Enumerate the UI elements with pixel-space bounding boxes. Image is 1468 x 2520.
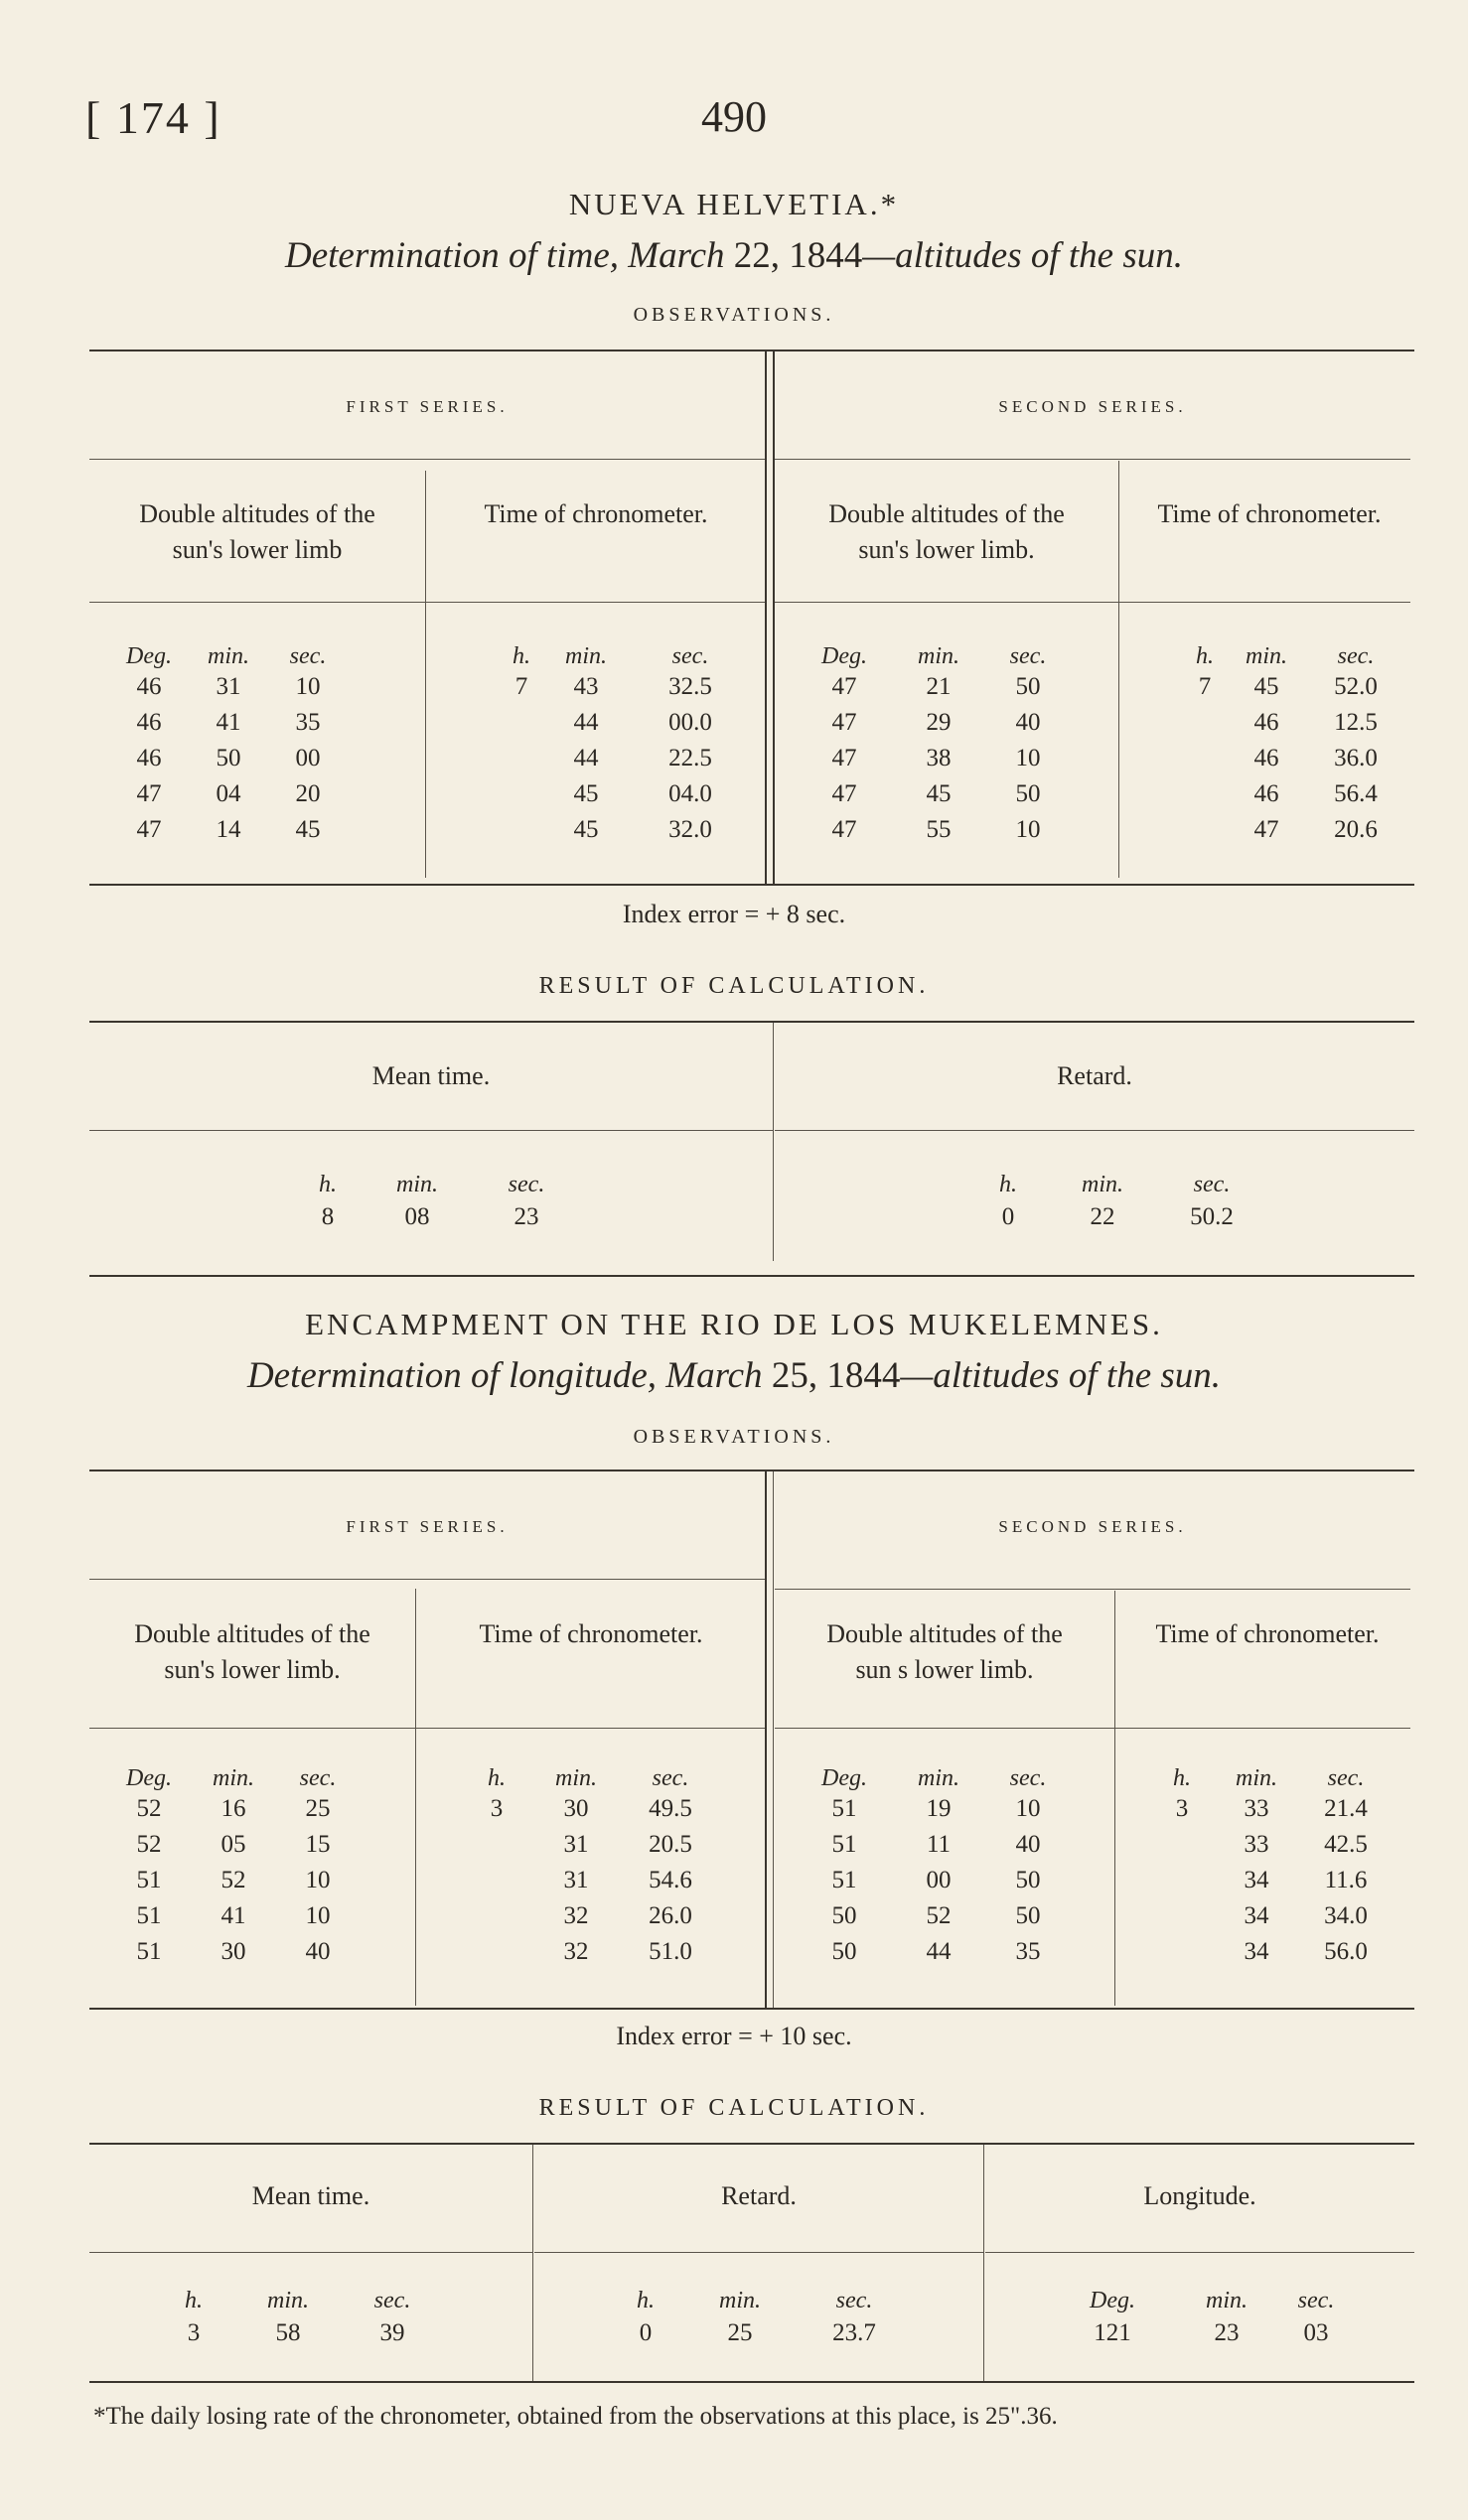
s2-unit: h. (488, 1765, 506, 1791)
table-cell: 46 (1253, 780, 1279, 807)
table-cell: 50 (831, 1902, 857, 1929)
table-cell: 29 (926, 709, 952, 736)
table-cell: 30 (563, 1795, 589, 1822)
table-cell: 44 (573, 745, 599, 771)
s2-unit: Deg. (821, 1765, 867, 1791)
table-cell: 45 (573, 780, 599, 807)
table-cell: 04.0 (668, 780, 712, 807)
table-cell: 10 (1015, 816, 1041, 843)
table-cell: 51 (831, 1795, 857, 1822)
s1-col-time-chronometer: Time of chronometer. (484, 499, 708, 528)
s2-unit: h. (637, 2288, 655, 2313)
s1-unit: h. (319, 1172, 337, 1197)
table-cell: 40 (1015, 709, 1041, 736)
s1-unit: sec. (671, 643, 709, 669)
s2-unit: sec. (652, 1765, 689, 1791)
s2-longitude-min: 23 (1214, 2319, 1240, 2346)
table-cell: 26.0 (649, 1902, 692, 1929)
s1-mean-time-h: 8 (321, 1203, 335, 1230)
s2-unit: min. (1236, 1765, 1277, 1791)
table-cell: 56.0 (1324, 1938, 1368, 1965)
s2-mean-time-h: 3 (187, 2319, 201, 2346)
table-cell: 47 (831, 780, 857, 807)
table-cell: 38 (926, 745, 952, 771)
table-cell: 54.6 (649, 1867, 692, 1893)
table-cell: 45 (926, 780, 952, 807)
s1-mean-time-min: 08 (404, 1203, 430, 1230)
table-cell: 46 (1253, 745, 1279, 771)
table-cell: 49.5 (649, 1795, 692, 1822)
table-cell: 55 (926, 816, 952, 843)
table-cell: 7 (1198, 673, 1212, 700)
section2-title: ENCAMPMENT ON THE RIO DE LOS MUKELEMNES. (305, 1307, 1163, 1341)
table-cell: 33 (1244, 1795, 1269, 1822)
table-cell: 51 (831, 1867, 857, 1893)
s2-col-double-altitudes-2: Double altitudes of the sun s lower limb. (826, 1619, 1063, 1684)
s2-unit: sec. (835, 2288, 873, 2313)
table-cell: 04 (216, 780, 241, 807)
table-cell: 30 (220, 1938, 246, 1965)
table-cell: 47 (831, 673, 857, 700)
s2-col-time-chronometer-2: Time of chronometer. (1155, 1619, 1380, 1648)
s1-retard-label: Retard. (1057, 1061, 1132, 1090)
table-cell: 50 (216, 745, 241, 771)
s1-index-error: Index error = + 8 sec. (622, 900, 846, 928)
s2-unit: sec. (373, 2288, 411, 2313)
table-cell: 22.5 (668, 745, 712, 771)
table-cell: 46 (136, 709, 162, 736)
s2-unit: min. (267, 2288, 309, 2313)
table-cell: 52.0 (1334, 673, 1378, 700)
s1-mean-time-sec: 23 (514, 1203, 539, 1230)
s1-unit: min. (1082, 1172, 1123, 1197)
table-cell: 47 (136, 780, 162, 807)
table-cell: 47 (831, 745, 857, 771)
table-cell: 19 (926, 1795, 952, 1822)
s2-unit: min. (719, 2288, 761, 2313)
s2-retard-sec: 23.7 (832, 2319, 876, 2346)
table-cell: 31 (563, 1867, 589, 1893)
s2-col-time-chronometer: Time of chronometer. (479, 1619, 703, 1648)
s2-result-heading: RESULT OF CALCULATION. (538, 2095, 930, 2121)
table-cell: 46 (136, 673, 162, 700)
table-cell: 00 (295, 745, 321, 771)
section1-observations: OBSERVATIONS. (633, 304, 835, 326)
table-cell: 50 (1015, 1867, 1041, 1893)
table-cell: 56.4 (1334, 780, 1378, 807)
table-cell: 10 (305, 1867, 331, 1893)
table-cell: 41 (220, 1902, 246, 1929)
s1-unit: sec. (1009, 643, 1047, 669)
s2-first-series-label: FIRST SERIES. (346, 1517, 509, 1536)
s2-index-error: Index error = + 10 sec. (616, 2022, 852, 2050)
table-cell: 45 (1253, 673, 1279, 700)
table-cell: 21.4 (1324, 1795, 1368, 1822)
table-cell: 51 (136, 1938, 162, 1965)
table-cell: 11 (926, 1831, 952, 1858)
table-cell: 44 (926, 1938, 952, 1965)
s2-unit: min. (555, 1765, 597, 1791)
table-cell: 50 (1015, 673, 1041, 700)
s1-unit: h. (513, 643, 530, 669)
table-cell: 42.5 (1324, 1831, 1368, 1858)
table-cell: 35 (295, 709, 321, 736)
s1-mean-time-label: Mean time. (371, 1061, 491, 1090)
s2-longitude-deg: 121 (1094, 2319, 1131, 2346)
table-cell: 40 (1015, 1831, 1041, 1858)
table-cell: 3 (1175, 1795, 1189, 1822)
s1-unit: sec. (289, 643, 327, 669)
table-cell: 52 (136, 1831, 162, 1858)
s2-unit: Deg. (126, 1765, 172, 1791)
table-cell: 43 (573, 673, 599, 700)
s2-unit: min. (213, 1765, 254, 1791)
page-number: 490 (701, 92, 767, 141)
s2-unit: min. (918, 1765, 959, 1791)
table-cell: 32.0 (668, 816, 712, 843)
table-cell: 14 (216, 816, 241, 843)
s2-unit: h. (185, 2288, 203, 2313)
s1-unit: min. (396, 1172, 438, 1197)
table-cell: 20.5 (649, 1831, 692, 1858)
table-cell: 51 (831, 1831, 857, 1858)
s2-mean-time-min: 58 (275, 2319, 301, 2346)
table-cell: 35 (1015, 1938, 1041, 1965)
s2-unit: sec. (1297, 2288, 1335, 2313)
table-cell: 34 (1244, 1867, 1269, 1893)
table-cell: 50 (831, 1938, 857, 1965)
s2-unit: sec. (299, 1765, 337, 1791)
table-cell: 10 (1015, 745, 1041, 771)
table-cell: 41 (216, 709, 241, 736)
table-cell: 15 (305, 1831, 331, 1858)
s1-second-series-label: SECOND SERIES. (998, 397, 1187, 416)
table-cell: 7 (514, 673, 528, 700)
section1-title: NUEVA HELVETIA.* (568, 187, 900, 221)
table-cell: 31 (563, 1831, 589, 1858)
s1-unit: min. (208, 643, 249, 669)
table-cell: 45 (573, 816, 599, 843)
s1-unit: sec. (1193, 1172, 1231, 1197)
s2-retard-min: 25 (727, 2319, 753, 2346)
table-cell: 50 (1015, 780, 1041, 807)
table-cell: 34.0 (1324, 1902, 1368, 1929)
s2-unit: sec. (1009, 1765, 1047, 1791)
table-cell: 51 (136, 1902, 162, 1929)
s1-first-series-label: FIRST SERIES. (346, 397, 509, 416)
table-cell: 25 (305, 1795, 331, 1822)
table-cell: 34 (1244, 1902, 1269, 1929)
table-cell: 45 (295, 816, 321, 843)
s1-col-double-altitudes: Double altitudes of the sun's lower limb (139, 499, 375, 564)
s2-longitude-sec: 03 (1303, 2319, 1329, 2346)
s2-unit: min. (1206, 2288, 1248, 2313)
table-cell: 00 (926, 1867, 952, 1893)
section2-subtitle: Determination of longitude, March 25, 1844—altitudes of the sun. (246, 1355, 1222, 1396)
s2-unit: h. (1173, 1765, 1191, 1791)
s2-longitude-label: Longitude. (1143, 2181, 1256, 2210)
table-cell: 12.5 (1334, 709, 1378, 736)
s2-retard-h: 0 (639, 2319, 653, 2346)
table-cell: 10 (305, 1902, 331, 1929)
table-cell: 3 (490, 1795, 504, 1822)
table-cell: 52 (926, 1902, 952, 1929)
table-cell: 33 (1244, 1831, 1269, 1858)
table-cell: 34 (1244, 1938, 1269, 1965)
table-cell: 47 (136, 816, 162, 843)
s1-unit: min. (1246, 643, 1287, 669)
table-cell: 32 (563, 1902, 589, 1929)
s1-unit: sec. (1337, 643, 1375, 669)
s1-unit: Deg. (126, 643, 172, 669)
table-cell: 46 (1253, 709, 1279, 736)
s1-unit: h. (1196, 643, 1214, 669)
bracket-page-number: [ 174 ] (85, 92, 221, 143)
table-cell: 10 (295, 673, 321, 700)
s2-mean-time-label: Mean time. (251, 2181, 370, 2210)
table-cell: 31 (216, 673, 241, 700)
table-cell: 20.6 (1334, 816, 1378, 843)
table-cell: 50 (1015, 1902, 1041, 1929)
table-cell: 47 (1253, 816, 1279, 843)
table-cell: 46 (136, 745, 162, 771)
s2-unit: sec. (1327, 1765, 1365, 1791)
s1-retard-sec: 50.2 (1190, 1203, 1234, 1230)
table-cell: 51 (136, 1867, 162, 1893)
table-cell: 36.0 (1334, 745, 1378, 771)
table-cell: 00.0 (668, 709, 712, 736)
s1-result-heading: RESULT OF CALCULATION. (538, 973, 930, 999)
table-cell: 32.5 (668, 673, 712, 700)
table-cell: 10 (1015, 1795, 1041, 1822)
table-cell: 47 (831, 709, 857, 736)
s1-unit: min. (565, 643, 607, 669)
s2-second-series-label: SECOND SERIES. (998, 1517, 1187, 1536)
s2-col-double-altitudes: Double altitudes of the sun's lower limb. (134, 1619, 370, 1684)
s1-col-double-altitudes-2: Double altitudes of the sun's lower limb. (828, 499, 1065, 564)
table-cell: 11.6 (1324, 1867, 1368, 1893)
table-cell: 21 (926, 673, 952, 700)
table-cell: 47 (831, 816, 857, 843)
table-cell: 51.0 (649, 1938, 692, 1965)
s2-mean-time-sec: 39 (379, 2319, 405, 2346)
s2-retard-label: Retard. (721, 2181, 797, 2210)
table-cell: 20 (295, 780, 321, 807)
section2-observations: OBSERVATIONS. (633, 1426, 835, 1448)
table-cell: 52 (220, 1867, 246, 1893)
table-cell: 40 (305, 1938, 331, 1965)
table-cell: 52 (136, 1795, 162, 1822)
table-cell: 16 (220, 1795, 246, 1822)
s2-unit: Deg. (1090, 2288, 1135, 2313)
s1-col-time-chronometer-2: Time of chronometer. (1157, 499, 1382, 528)
table-cell: 05 (220, 1831, 246, 1858)
s1-unit: Deg. (821, 643, 867, 669)
s1-unit: sec. (508, 1172, 545, 1197)
table-cell: 32 (563, 1938, 589, 1965)
s1-unit: min. (918, 643, 959, 669)
s1-unit: h. (999, 1172, 1017, 1197)
table-cell: 44 (573, 709, 599, 736)
footnote: *The daily losing rate of the chronometer, obtained from the observations at this place, is 25".36. (93, 2403, 1058, 2430)
section1-subtitle: Determination of time, March 22, 1844—altitudes of the sun. (284, 235, 1184, 276)
s1-retard-min: 22 (1090, 1203, 1115, 1230)
s1-retard-h: 0 (1001, 1203, 1015, 1230)
